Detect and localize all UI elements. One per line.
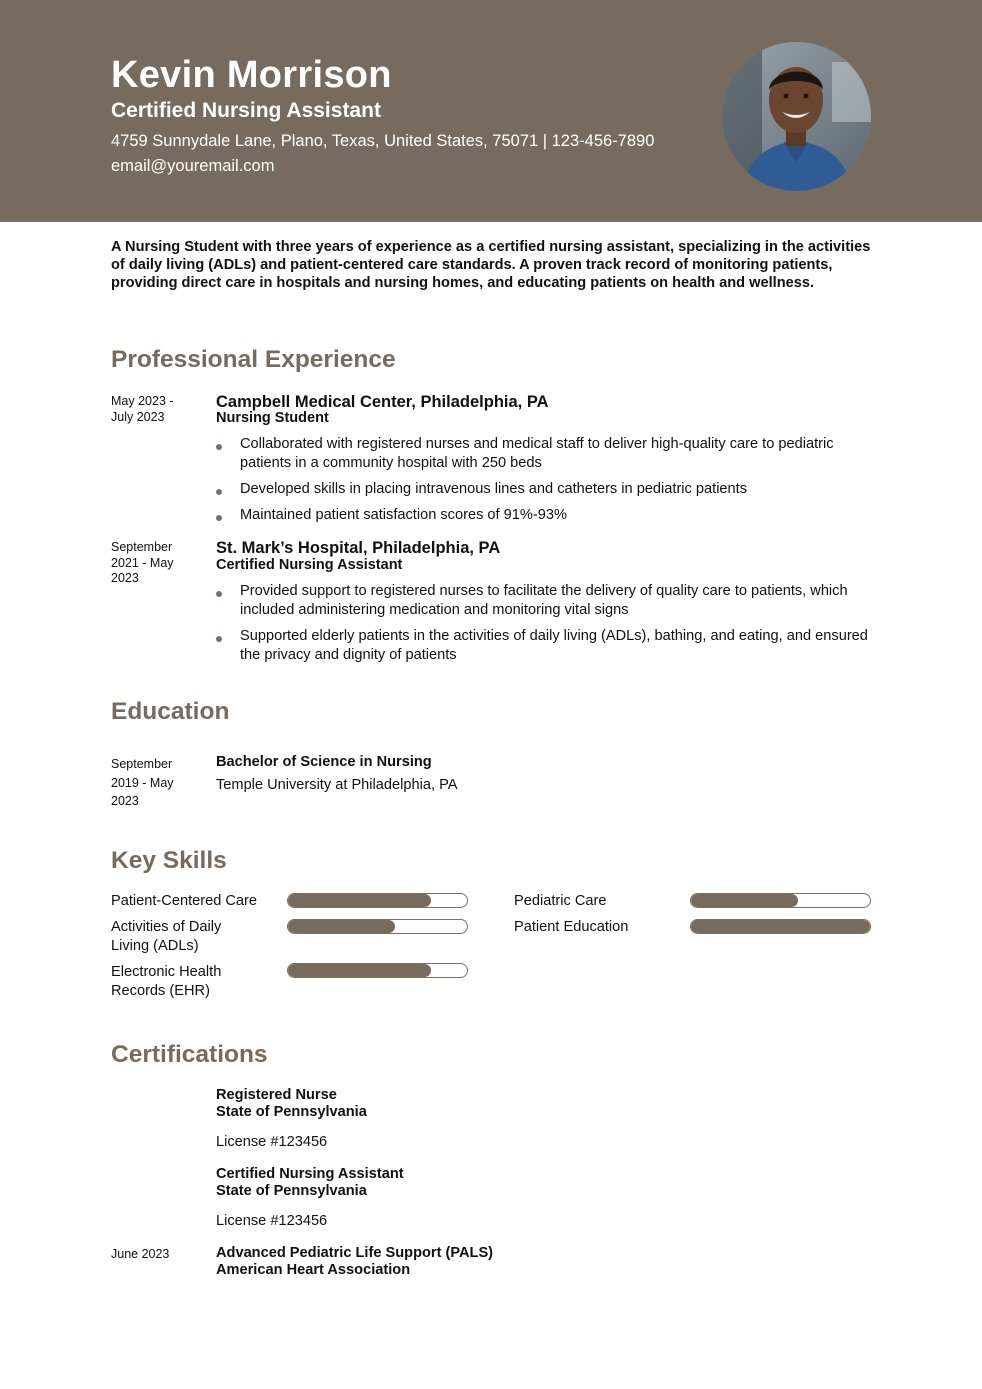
skill-level-bar [287,893,468,908]
certification-license: License #123456 [216,1134,328,1150]
job-bullet [216,480,886,499]
job-date: September 2021 - May 2023 [111,540,174,585]
certifications-heading: Certifications [111,1041,268,1068]
candidate-name: Kevin Morrison [111,54,392,96]
profile-photo-illustration [722,42,871,191]
job-organization: St. Mark’s Hospital, Philadelphia, PA [216,539,501,557]
skill-label: Patient Education [514,919,629,935]
certification-issuer: State of Pennsylvania [216,1183,367,1199]
skill-label: Pediatric Care [514,893,607,909]
bullet-text: Developed skills in placing intravenous lines and catheters in pediatric patients [240,481,748,497]
certification-name: Advanced Pediatric Life Support (PALS) [216,1245,494,1261]
skill-level-bar [690,919,871,934]
education-date: September 2019 - May 2023 [111,757,174,808]
job-role: Nursing Student [216,410,329,426]
skill-level-bar [287,963,468,978]
address-phone: 4759 Sunnydale Lane, Plano, Texas, United States, 75071 | 123-456-7890 [111,132,655,150]
certification-name: Registered Nurse [216,1087,337,1103]
skill-label: Patient-Centered Care [111,893,258,909]
profile-summary: A Nursing Student with three years of experience as a certified nursing assistant, specializing in the activities of daily living (ADLs) and patient-centered care standards. A proven track record of monitoring patients, providing direct care in hospitals and nursing homes, and educating patients on health and wellness. [111,239,871,292]
job-date: May 2023 - July 2023 [111,394,174,424]
experience-heading: Professional Experience [111,346,396,373]
bullet-dot-icon [216,444,222,450]
job-organization: Campbell Medical Center, Philadelphia, PA [216,393,549,411]
education-degree: Bachelor of Science in Nursing [216,754,432,770]
candidate-title: Certified Nursing Assistant [111,99,381,122]
skill-label: Electronic Health Records (EHR) [111,964,222,999]
skill-level-fill [288,964,431,977]
certification-license: License #123456 [216,1213,328,1229]
job-bullet [216,582,886,620]
job-bullet [216,435,886,473]
skill-level-fill [691,894,798,907]
skills-heading: Key Skills [111,847,227,874]
bullet-dot-icon [216,515,222,521]
education-heading: Education [111,698,230,725]
skill-level-fill [288,894,431,907]
bullet-dot-icon [216,591,222,597]
job-bullet [216,627,886,665]
bullet-text: Collaborated with registered nurses and medical staff to deliver high-quality care to pediatric patients in a community hospital with 250 beds [240,436,834,471]
certification-name: Certified Nursing Assistant [216,1166,404,1182]
header-banner [0,0,982,222]
skill-label: Activities of Daily Living (ADLs) [111,919,222,954]
bullet-dot-icon [216,489,222,495]
skill-level-fill [288,920,395,933]
skill-level-fill [691,920,870,933]
education-school: Temple University at Philadelphia, PA [216,777,458,793]
job-role: Certified Nursing Assistant [216,557,403,573]
certification-date: June 2023 [111,1247,170,1261]
profile-photo [722,42,871,191]
bullet-text: Maintained patient satisfaction scores of 91%-93% [240,507,567,523]
skill-level-bar [690,893,871,908]
certification-issuer: State of Pennsylvania [216,1104,367,1120]
job-bullet [216,506,886,525]
bullet-text: Supported elderly patients in the activities of daily living (ADLs), bathing, and eating, and ensured the privacy and dignity of patients [240,628,868,663]
email: email@youremail.com [111,157,275,175]
bullet-dot-icon [216,636,222,642]
bullet-text: Provided support to registered nurses to facilitate the delivery of quality care to patients, which included administering medication and monitoring vital signs [240,583,848,618]
skill-level-bar [287,919,468,934]
certification-issuer: American Heart Association [216,1262,411,1278]
